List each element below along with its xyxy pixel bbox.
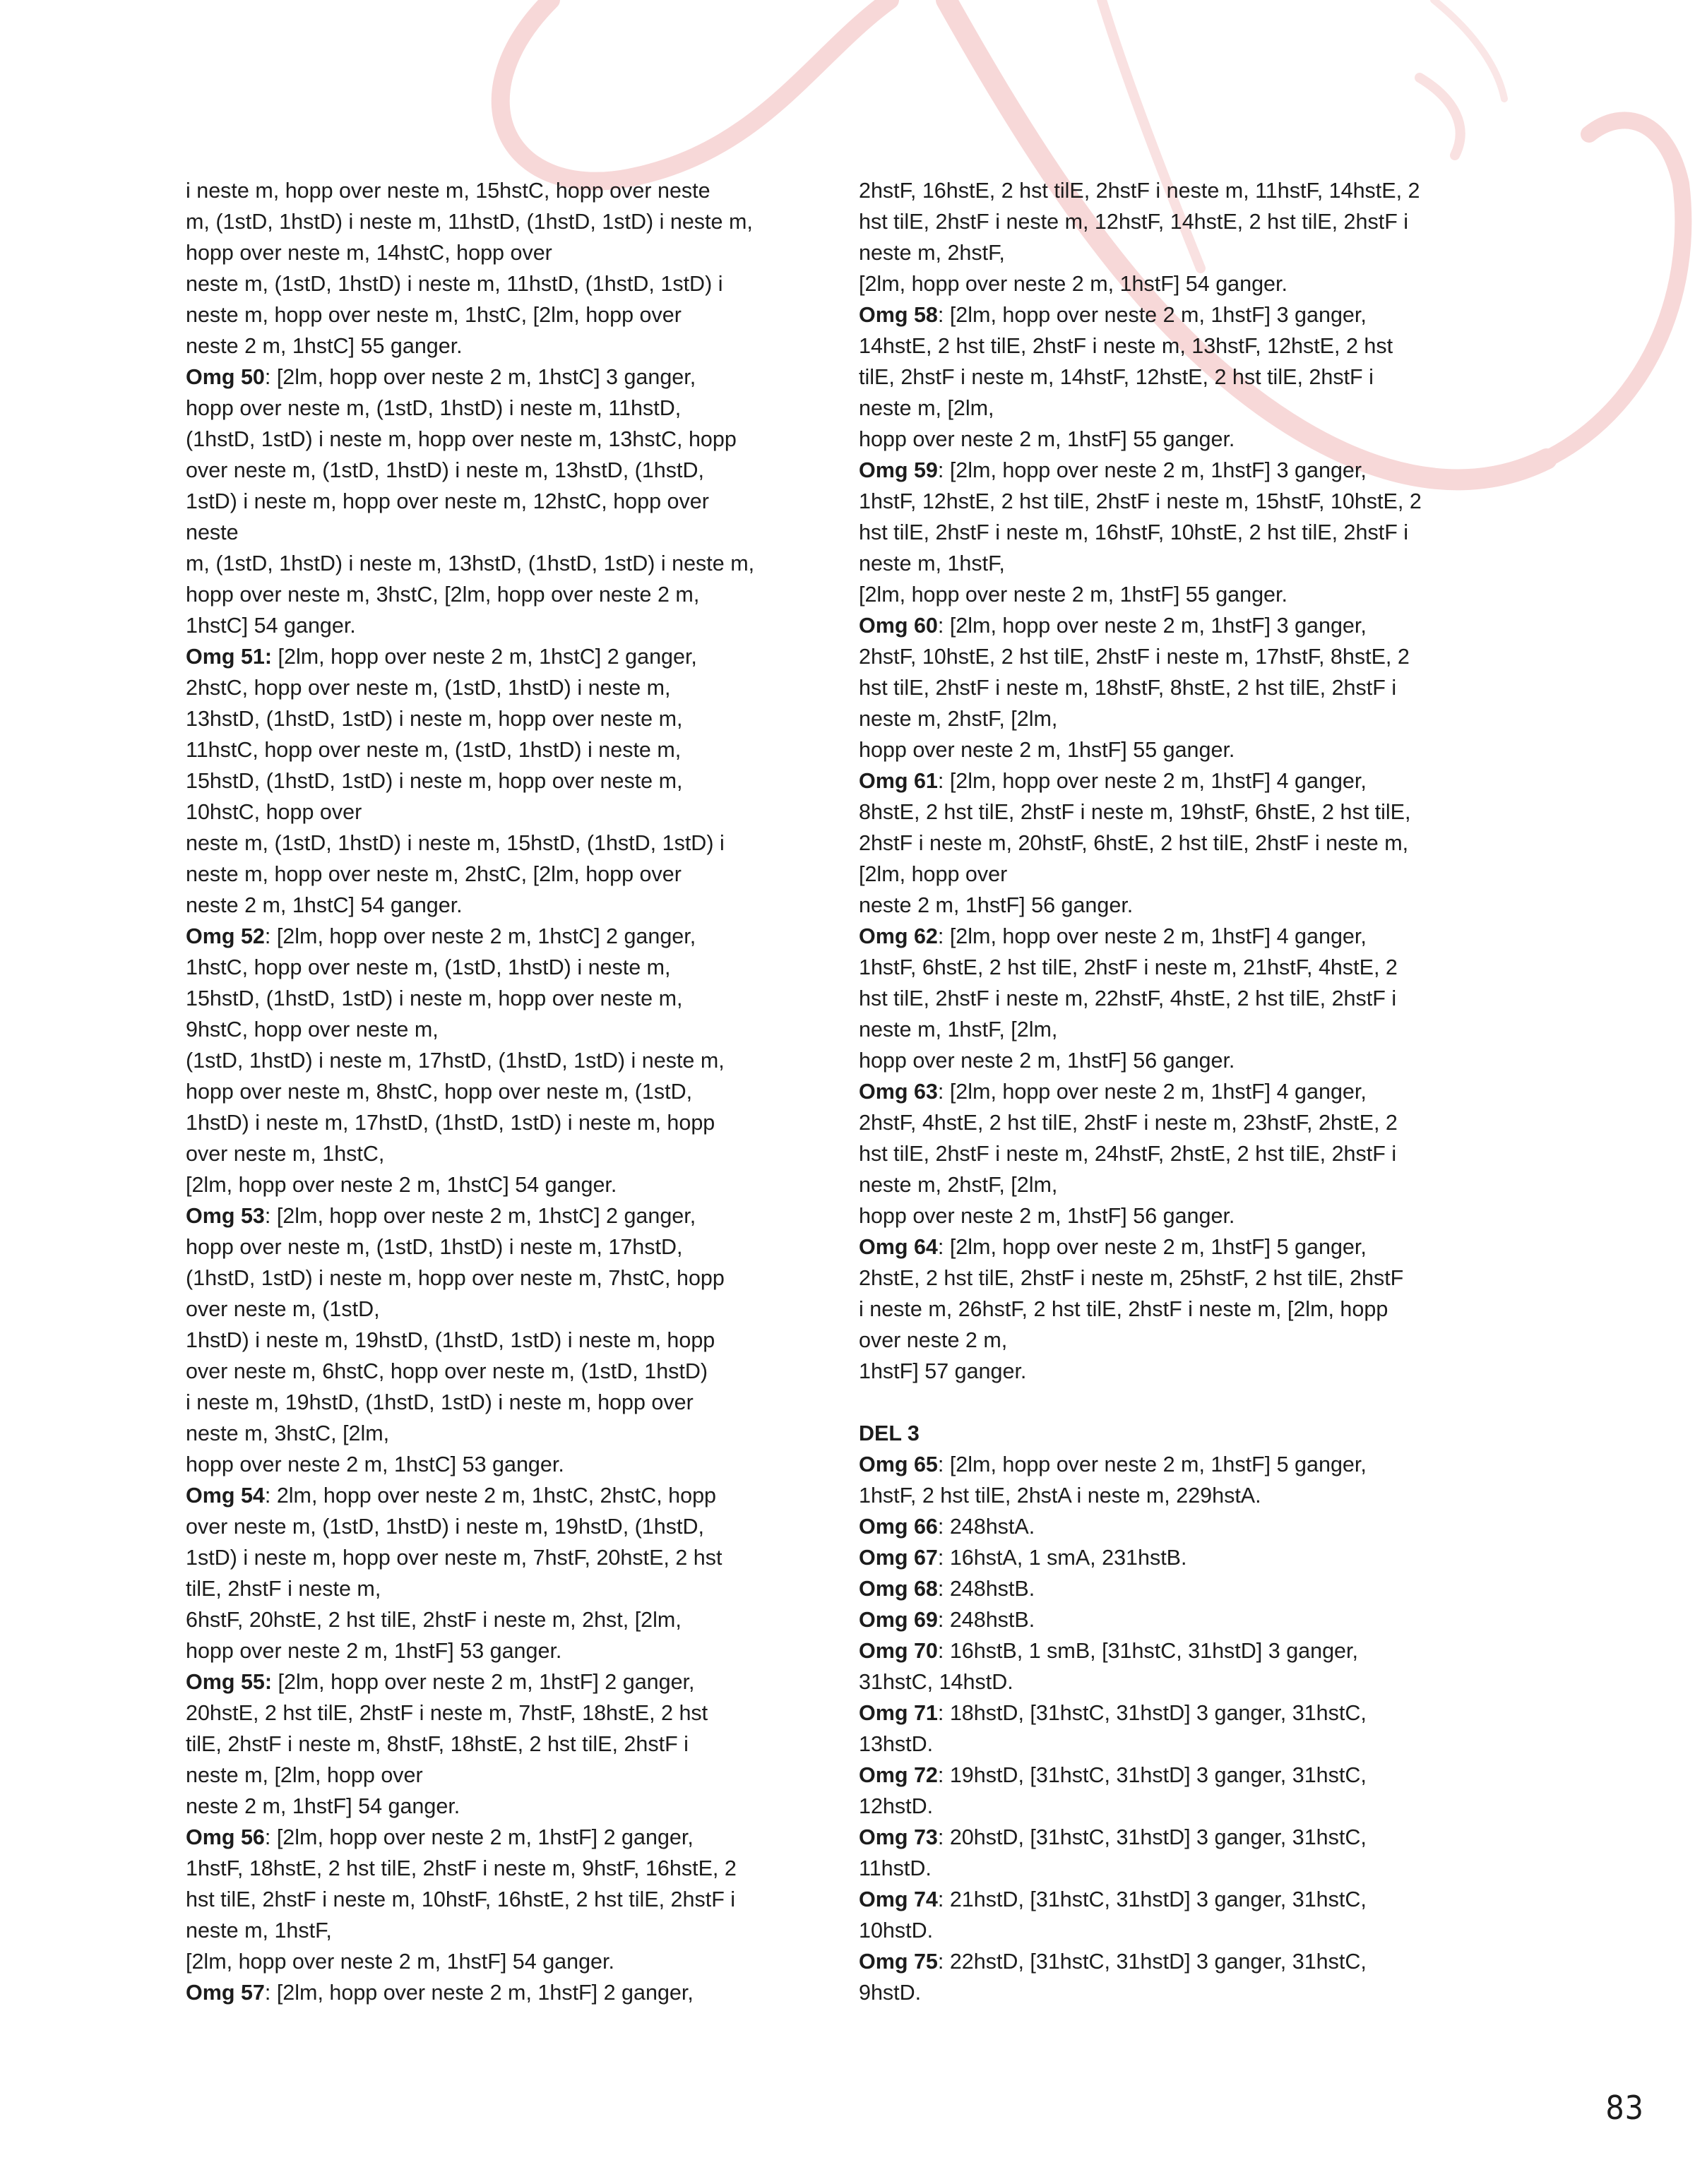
instruction-text: : 22hstD, [31hstC, 31hstD] 3 ganger, 31hstC, — [937, 1950, 1367, 1974]
text-line — [186, 1014, 807, 1045]
text-line — [859, 1791, 1480, 1822]
text-line — [859, 579, 1480, 610]
instruction-text: 1hstC, hopp over neste m, (1stD, 1hstD) i neste m, — [186, 955, 671, 979]
instruction-text: 10hstD. — [859, 1919, 934, 1943]
instruction-text: hst tilE, 2hstF i neste m, 12hstF, 14hstE, 2 hst tilE, 2hstF i — [859, 210, 1409, 234]
round-label: Omg 53 — [186, 1204, 265, 1228]
left-column — [186, 175, 807, 2008]
text-line — [859, 393, 1480, 424]
instruction-text: [2lm, hopp over neste 2 m, 1hstF] 2 ganger, — [272, 1670, 695, 1694]
text-line — [186, 237, 807, 268]
text-line — [859, 1697, 1480, 1729]
text-line — [859, 1263, 1480, 1294]
text-line — [186, 610, 807, 641]
text-line — [859, 299, 1480, 330]
round-label: Omg 63 — [859, 1080, 938, 1104]
instruction-text: 15hstD, (1hstD, 1stD) i neste m, hopp over neste m, — [186, 986, 683, 1010]
instruction-text: : [2lm, hopp over neste 2 m, 1hstC] 2 ganger, — [264, 924, 696, 948]
text-line — [859, 1822, 1480, 1853]
round-label: Omg 54 — [186, 1484, 265, 1508]
text-line — [859, 1884, 1480, 1915]
text-line — [186, 1231, 807, 1263]
text-line — [859, 486, 1480, 517]
round-label: Omg 75 — [859, 1950, 938, 1974]
round-label: Omg 51: — [186, 645, 273, 669]
instruction-text: 10hstC, hopp over — [186, 800, 362, 824]
instruction-text: 2hstF, 10hstE, 2 hst tilE, 2hstF i neste m, 17hstF, 8hstE, 2 — [859, 645, 1410, 669]
instruction-text: hopp over neste m, (1stD, 1hstD) i neste m, 17hstD, — [186, 1235, 683, 1259]
text-line — [859, 455, 1480, 486]
instruction-text: i neste m, 26hstF, 2 hst tilE, 2hstF i neste m, [2lm, hopp — [859, 1297, 1388, 1321]
instruction-text: 1stD) i neste m, hopp over neste m, 12hstC, hopp over — [186, 489, 709, 513]
instruction-text: neste m, hopp over neste m, 2hstC, [2lm, hopp over — [186, 862, 682, 886]
instruction-text: tilE, 2hstF i neste m, — [186, 1577, 381, 1601]
instruction-text: 2hstF, 4hstE, 2 hst tilE, 2hstF i neste m, 23hstF, 2hstE, 2 — [859, 1111, 1398, 1135]
instruction-text: 1hstD) i neste m, 19hstD, (1hstD, 1stD) i neste m, hopp — [186, 1328, 715, 1352]
instruction-text: tilE, 2hstF i neste m, 8hstF, 18hstE, 2 hst tilE, 2hstF i — [186, 1732, 689, 1756]
text-line — [186, 734, 807, 765]
instruction-text: 11hstD. — [859, 1856, 932, 1880]
round-label: Omg 61 — [859, 769, 938, 793]
instruction-text: [2lm, hopp over neste 2 m, 1hstF] 55 ganger. — [859, 583, 1287, 607]
instruction-text: : [2lm, hopp over neste 2 m, 1hstF] 3 ganger, — [937, 303, 1367, 327]
text-line — [859, 1760, 1480, 1791]
text-line — [186, 1604, 807, 1635]
text-line — [859, 330, 1480, 362]
text-line — [186, 1200, 807, 1231]
instruction-text: 1hstF, 12hstE, 2 hst tilE, 2hstF i neste m, 15hstF, 10hstE, 2 — [859, 489, 1422, 513]
round-label: Omg 62 — [859, 924, 938, 948]
round-label: Omg 70 — [859, 1639, 938, 1663]
text-line — [859, 641, 1480, 672]
text-line — [186, 983, 807, 1014]
text-line — [186, 486, 807, 517]
text-line — [186, 1294, 807, 1325]
instruction-text: 2hstF, 16hstE, 2 hst tilE, 2hstF i neste m, 11hstF, 14hstE, 2 — [859, 179, 1420, 203]
instruction-text: neste m, 2hstF, [2lm, — [859, 707, 1058, 731]
instruction-text: 13hstD, (1hstD, 1stD) i neste m, hopp over neste m, — [186, 707, 683, 731]
instruction-text: 20hstE, 2 hst tilE, 2hstF i neste m, 7hstF, 18hstE, 2 hst — [186, 1701, 708, 1725]
text-line — [186, 268, 807, 299]
text-line — [859, 828, 1480, 859]
instruction-text: neste m, 1hstF, [2lm, — [859, 1018, 1058, 1042]
instruction-text: (1hstD, 1stD) i neste m, hopp over neste m, 7hstC, hopp — [186, 1266, 725, 1290]
instruction-text: 15hstD, (1hstD, 1stD) i neste m, hopp over neste m, — [186, 769, 683, 793]
instruction-text: [2lm, hopp over neste 2 m, 1hstF] 54 ganger. — [186, 1950, 614, 1974]
text-line — [859, 206, 1480, 237]
instruction-text: neste 2 m, 1hstC] 54 ganger. — [186, 893, 463, 917]
round-label: Omg 66 — [859, 1515, 938, 1539]
instruction-text: neste m, 1hstF, — [859, 551, 1005, 575]
instruction-text: over neste m, (1stD, — [186, 1297, 380, 1321]
instruction-text: 11hstC, hopp over neste m, (1stD, 1hstD) i neste m, — [186, 738, 682, 762]
text-line — [859, 1387, 1480, 1418]
instruction-text: : 248hstB. — [937, 1577, 1035, 1601]
instruction-text: : [2lm, hopp over neste 2 m, 1hstF] 4 ganger, — [937, 769, 1367, 793]
instruction-text: hopp over neste 2 m, 1hstF] 56 ganger. — [859, 1049, 1235, 1073]
instruction-text: : [2lm, hopp over neste 2 m, 1hstF] 4 ganger, — [937, 1080, 1367, 1104]
round-label: Omg 71 — [859, 1701, 938, 1725]
text-line — [186, 921, 807, 952]
text-line — [859, 517, 1480, 548]
instruction-text: neste 2 m, 1hstF] 54 ganger. — [186, 1794, 460, 1818]
text-line — [186, 1697, 807, 1729]
page-number: 83 — [1605, 2089, 1644, 2127]
instruction-text: [2lm, hopp over — [859, 862, 1008, 886]
instruction-text: [2lm, hopp over neste 2 m, 1hstF] 54 ganger. — [859, 272, 1287, 296]
text-line — [859, 1511, 1480, 1542]
round-label: Omg 59 — [859, 458, 938, 482]
text-line — [859, 1107, 1480, 1138]
text-line — [186, 1729, 807, 1760]
instruction-text: over neste m, 1hstC, — [186, 1142, 385, 1166]
instruction-text: [2lm, hopp over neste 2 m, 1hstC] 54 ganger. — [186, 1173, 617, 1197]
text-line — [186, 1325, 807, 1356]
instruction-text: neste m, [2lm, — [859, 396, 994, 420]
instruction-text: 13hstD. — [859, 1732, 934, 1756]
text-line — [186, 1635, 807, 1666]
instruction-text: i neste m, hopp over neste m, 15hstC, hopp over neste — [186, 179, 710, 203]
instruction-text: : 19hstD, [31hstC, 31hstD] 3 ganger, 31hstC, — [937, 1763, 1367, 1787]
round-label: Omg 56 — [186, 1825, 265, 1849]
instruction-text: neste m, [2lm, hopp over — [186, 1763, 423, 1787]
text-line — [859, 1480, 1480, 1511]
text-line — [186, 859, 807, 890]
instruction-text: hopp over neste m, 3hstC, [2lm, hopp over neste 2 m, — [186, 583, 700, 607]
round-label: Omg 67 — [859, 1546, 938, 1570]
instruction-text: neste m, 2hstF, — [859, 241, 1005, 265]
text-line — [859, 1294, 1480, 1325]
instruction-text: tilE, 2hstF i neste m, 14hstF, 12hstE, 2 hst tilE, 2hstF i — [859, 365, 1374, 389]
instruction-text: : [2lm, hopp over neste 2 m, 1hstF] 2 ganger, — [264, 1981, 694, 2005]
text-line — [186, 455, 807, 486]
instruction-text: : [2lm, hopp over neste 2 m, 1hstF] 3 ganger, — [937, 458, 1367, 482]
instruction-text: neste 2 m, 1hstC] 55 ganger. — [186, 334, 463, 358]
text-line — [186, 672, 807, 703]
text-line — [186, 1822, 807, 1853]
instruction-text: : 248hstB. — [937, 1608, 1035, 1632]
text-line — [859, 175, 1480, 206]
text-line — [859, 890, 1480, 921]
instruction-text: hst tilE, 2hstF i neste m, 22hstF, 4hstE, 2 hst tilE, 2hstF i — [859, 986, 1397, 1010]
instruction-text: hopp over neste 2 m, 1hstC] 53 ganger. — [186, 1452, 564, 1476]
text-line — [859, 672, 1480, 703]
instruction-text: 1hstD) i neste m, 17hstD, (1hstD, 1stD) i neste m, hopp — [186, 1111, 715, 1135]
text-line — [859, 1946, 1480, 1977]
instruction-text: 12hstD. — [859, 1794, 934, 1818]
text-line — [186, 1573, 807, 1604]
text-line — [186, 828, 807, 859]
instruction-text: : [2lm, hopp over neste 2 m, 1hstF] 3 ganger, — [937, 614, 1367, 638]
instruction-text: : 16hstA, 1 smA, 231hstB. — [937, 1546, 1187, 1570]
text-line — [186, 952, 807, 983]
text-line — [859, 703, 1480, 734]
round-label: Omg 73 — [859, 1825, 938, 1849]
text-line — [859, 1635, 1480, 1666]
text-line — [186, 1045, 807, 1076]
text-line — [186, 299, 807, 330]
instruction-text: 9hstD. — [859, 1981, 922, 2005]
text-line — [859, 1200, 1480, 1231]
right-column — [859, 175, 1480, 2008]
text-line — [186, 424, 807, 455]
text-line — [186, 206, 807, 237]
text-line — [186, 1760, 807, 1791]
text-line — [859, 362, 1480, 393]
text-line — [859, 1729, 1480, 1760]
text-line — [186, 1946, 807, 1977]
round-label: Omg 57 — [186, 1981, 265, 2005]
text-line — [859, 1169, 1480, 1200]
instruction-text: hst tilE, 2hstF i neste m, 16hstF, 10hstE, 2 hst tilE, 2hstF i — [859, 520, 1409, 544]
text-line — [186, 1853, 807, 1884]
text-line — [186, 1511, 807, 1542]
instruction-text: hst tilE, 2hstF i neste m, 18hstF, 8hstE, 2 hst tilE, 2hstF i — [859, 676, 1397, 700]
round-label: DEL 3 — [859, 1421, 920, 1445]
round-label: Omg 72 — [859, 1763, 938, 1787]
text-line — [186, 1791, 807, 1822]
text-line — [859, 1542, 1480, 1573]
instruction-text: 1hstC] 54 ganger. — [186, 614, 356, 638]
instruction-text: hopp over neste m, 8hstC, hopp over neste m, (1stD, — [186, 1080, 693, 1104]
text-line — [859, 237, 1480, 268]
instruction-text: : 248hstA. — [937, 1515, 1035, 1539]
instruction-text: neste m, 2hstF, [2lm, — [859, 1173, 1058, 1197]
instruction-text: : [2lm, hopp over neste 2 m, 1hstC] 2 ganger, — [264, 1204, 696, 1228]
instruction-text: [2lm, hopp over neste 2 m, 1hstC] 2 ganger, — [272, 645, 697, 669]
text-line — [186, 1666, 807, 1697]
instruction-text: m, (1stD, 1hstD) i neste m, 11hstD, (1hstD, 1stD) i neste m, — [186, 210, 753, 234]
text-line — [186, 890, 807, 921]
text-line — [186, 1915, 807, 1946]
text-line — [186, 548, 807, 579]
instruction-text: : [2lm, hopp over neste 2 m, 1hstF] 5 ganger, — [937, 1235, 1367, 1259]
instruction-text: over neste m, 6hstC, hopp over neste m, (1stD, 1hstD) — [186, 1359, 708, 1383]
instruction-text: neste 2 m, 1hstF] 56 ganger. — [859, 893, 1134, 917]
text-line — [859, 952, 1480, 983]
text-line — [186, 1107, 807, 1138]
text-line — [859, 424, 1480, 455]
instruction-text: hopp over neste m, (1stD, 1hstD) i neste m, 11hstD, — [186, 396, 682, 420]
instruction-text: hopp over neste m, 14hstC, hopp over — [186, 241, 552, 265]
instruction-text: m, (1stD, 1hstD) i neste m, 13hstD, (1hstD, 1stD) i neste m, — [186, 551, 755, 575]
instruction-text: neste m, 1hstF, — [186, 1919, 332, 1943]
text-line — [859, 1014, 1480, 1045]
round-label: Omg 68 — [859, 1577, 938, 1601]
round-label: Omg 69 — [859, 1608, 938, 1632]
text-line — [186, 1138, 807, 1169]
text-line — [859, 1356, 1480, 1387]
instruction-text: : 20hstD, [31hstC, 31hstD] 3 ganger, 31hstC, — [937, 1825, 1367, 1849]
text-line — [859, 1853, 1480, 1884]
instruction-text: hst tilE, 2hstF i neste m, 24hstF, 2hstE, 2 hst tilE, 2hstF i — [859, 1142, 1397, 1166]
text-line — [859, 1231, 1480, 1263]
instruction-text: 1stD) i neste m, hopp over neste m, 7hstF, 20hstE, 2 hst — [186, 1546, 722, 1570]
round-label: Omg 58 — [859, 303, 938, 327]
round-label: Omg 55: — [186, 1670, 273, 1694]
text-line — [186, 393, 807, 424]
round-label: Omg 50 — [186, 365, 265, 389]
text-line — [186, 330, 807, 362]
instruction-text: 14hstE, 2 hst tilE, 2hstF i neste m, 13hstF, 12hstE, 2 hst — [859, 334, 1393, 358]
text-line — [186, 517, 807, 548]
text-line — [186, 175, 807, 206]
instruction-text: hopp over neste 2 m, 1hstF] 55 ganger. — [859, 738, 1235, 762]
text-line — [186, 641, 807, 672]
instruction-text: neste — [186, 520, 239, 544]
instruction-text: hst tilE, 2hstF i neste m, 10hstF, 16hstE, 2 hst tilE, 2hstF i — [186, 1887, 736, 1911]
text-line — [186, 1076, 807, 1107]
instruction-text: i neste m, 19hstD, (1hstD, 1stD) i neste m, hopp over — [186, 1390, 694, 1414]
text-line — [186, 1356, 807, 1387]
instruction-text: 2hstF i neste m, 20hstF, 6hstE, 2 hst tilE, 2hstF i neste m, — [859, 831, 1409, 855]
text-line — [859, 859, 1480, 890]
instruction-text: hopp over neste 2 m, 1hstF] 55 ganger. — [859, 427, 1235, 451]
text-line — [186, 1387, 807, 1418]
round-label: Omg 65 — [859, 1452, 938, 1476]
instruction-text: 8hstE, 2 hst tilE, 2hstF i neste m, 19hstF, 6hstE, 2 hst tilE, — [859, 800, 1411, 824]
text-line — [186, 1977, 807, 2008]
text-line — [186, 1480, 807, 1511]
text-line — [859, 268, 1480, 299]
text-line — [186, 1884, 807, 1915]
text-line — [859, 1666, 1480, 1697]
instruction-text: : [2lm, hopp over neste 2 m, 1hstF] 5 ganger, — [937, 1452, 1367, 1476]
instruction-text: : 2lm, hopp over neste 2 m, 1hstC, 2hstC, hopp — [264, 1484, 717, 1508]
text-line — [859, 796, 1480, 828]
instruction-text: neste m, (1stD, 1hstD) i neste m, 15hstD, (1hstD, 1stD) i — [186, 831, 725, 855]
text-line — [859, 983, 1480, 1014]
text-line — [859, 921, 1480, 952]
instruction-text: over neste m, (1stD, 1hstD) i neste m, 19hstD, (1hstD, — [186, 1515, 704, 1539]
round-label: Omg 64 — [859, 1235, 938, 1259]
instruction-text: 31hstC, 14hstD. — [859, 1670, 1013, 1694]
text-line — [186, 579, 807, 610]
text-line — [859, 548, 1480, 579]
round-label: Omg 52 — [186, 924, 265, 948]
instruction-text: neste m, hopp over neste m, 1hstC, [2lm, hopp over — [186, 303, 682, 327]
text-line — [186, 1263, 807, 1294]
text-line — [186, 1449, 807, 1480]
instruction-text: 6hstF, 20hstE, 2 hst tilE, 2hstF i neste m, 2hst, [2lm, — [186, 1608, 682, 1632]
instruction-text: : 21hstD, [31hstC, 31hstD] 3 ganger, 31hstC, — [937, 1887, 1367, 1911]
text-line — [859, 1138, 1480, 1169]
round-label: Omg 74 — [859, 1887, 938, 1911]
instruction-text: 2hstC, hopp over neste m, (1stD, 1hstD) i neste m, — [186, 676, 671, 700]
text-line — [186, 362, 807, 393]
text-line — [186, 1542, 807, 1573]
text-line — [859, 610, 1480, 641]
instruction-text: neste m, 3hstC, [2lm, — [186, 1421, 390, 1445]
text-line — [859, 1076, 1480, 1107]
instruction-text: : 18hstD, [31hstC, 31hstD] 3 ganger, 31hstC, — [937, 1701, 1367, 1725]
text-line — [859, 1045, 1480, 1076]
text-line — [859, 765, 1480, 796]
text-line — [186, 1418, 807, 1449]
instruction-text: hopp over neste 2 m, 1hstF] 53 ganger. — [186, 1639, 562, 1663]
text-line — [859, 1449, 1480, 1480]
instruction-text: over neste 2 m, — [859, 1328, 1008, 1352]
instruction-text: : [2lm, hopp over neste 2 m, 1hstC] 3 ganger, — [264, 365, 696, 389]
instruction-text: 1hstF] 57 ganger. — [859, 1359, 1027, 1383]
instruction-text: (1hstD, 1stD) i neste m, hopp over neste m, 13hstC, hopp — [186, 427, 737, 451]
text-line — [859, 1325, 1480, 1356]
text-line — [859, 1915, 1480, 1946]
instruction-text: hopp over neste 2 m, 1hstF] 56 ganger. — [859, 1204, 1235, 1228]
text-line — [859, 1573, 1480, 1604]
text-line — [186, 703, 807, 734]
instruction-text: 1hstF, 6hstE, 2 hst tilE, 2hstF i neste m, 21hstF, 4hstE, 2 — [859, 955, 1398, 979]
instruction-text: 9hstC, hopp over neste m, — [186, 1018, 439, 1042]
instruction-text: 1hstF, 2 hst tilE, 2hstA i neste m, 229hstA. — [859, 1484, 1261, 1508]
instruction-text: : [2lm, hopp over neste 2 m, 1hstF] 4 ganger, — [937, 924, 1367, 948]
text-line — [859, 1977, 1480, 2008]
text-line — [859, 1418, 1480, 1449]
instruction-text: 2hstE, 2 hst tilE, 2hstF i neste m, 25hstF, 2 hst tilE, 2hstF — [859, 1266, 1404, 1290]
text-line — [186, 796, 807, 828]
text-line — [186, 765, 807, 796]
text-line — [859, 734, 1480, 765]
text-line — [186, 1169, 807, 1200]
round-label: Omg 60 — [859, 614, 938, 638]
instruction-text: (1stD, 1hstD) i neste m, 17hstD, (1hstD, 1stD) i neste m, — [186, 1049, 725, 1073]
instruction-text: : 16hstB, 1 smB, [31hstC, 31hstD] 3 ganger, — [937, 1639, 1358, 1663]
instruction-text: 1hstF, 18hstE, 2 hst tilE, 2hstF i neste m, 9hstF, 16hstE, 2 — [186, 1856, 737, 1880]
instruction-text: neste m, (1stD, 1hstD) i neste m, 11hstD, (1hstD, 1stD) i — [186, 272, 723, 296]
instruction-text: : [2lm, hopp over neste 2 m, 1hstF] 2 ganger, — [264, 1825, 694, 1849]
text-line — [859, 1604, 1480, 1635]
instruction-text: over neste m, (1stD, 1hstD) i neste m, 13hstD, (1hstD, — [186, 458, 704, 482]
